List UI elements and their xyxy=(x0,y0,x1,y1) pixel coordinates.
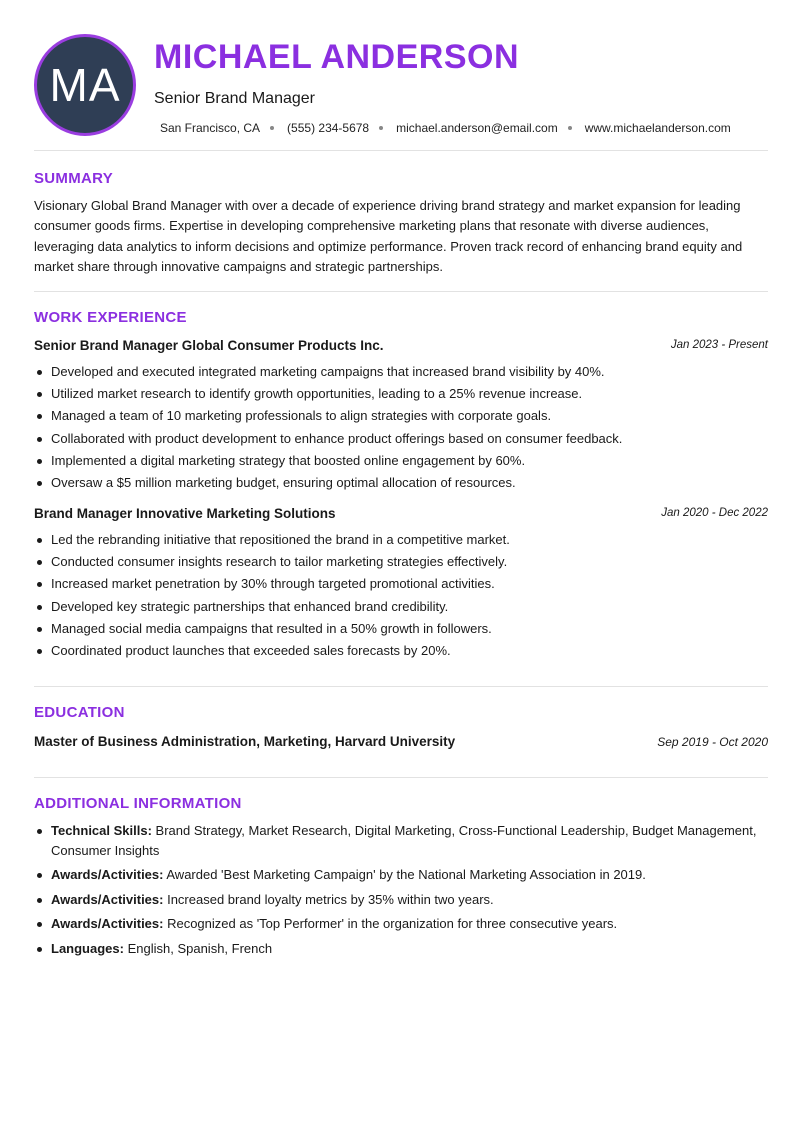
job-dates: Jan 2020 - Dec 2022 xyxy=(661,507,768,519)
list-item: Oversaw a $5 million marketing budget, ensuring optimal allocation of resources. xyxy=(34,472,768,494)
contact-website[interactable]: www.michaelanderson.com xyxy=(584,121,731,135)
separator-dot-icon xyxy=(568,126,572,130)
info-key: Technical Skills: xyxy=(51,823,152,838)
list-item xyxy=(34,890,768,910)
info-value: Increased brand loyalty metrics by 35% within two years. xyxy=(163,891,494,907)
list-item xyxy=(34,821,768,860)
avatar-initials: MA xyxy=(49,59,121,111)
additional-info-list xyxy=(34,821,768,963)
candidate-title: Senior Brand Manager xyxy=(154,90,315,107)
list-item: Collaborated with product development to enhance product offerings based on consumer feedback. xyxy=(34,428,768,450)
list-item: Developed and executed integrated marketing campaigns that increased brand visibility by 40%. xyxy=(34,361,768,383)
separator-dot-icon xyxy=(379,126,383,130)
job-header xyxy=(34,338,768,356)
section-title-summary: SUMMARY xyxy=(34,170,114,187)
section-title-additional: ADDITIONAL INFORMATION xyxy=(34,795,242,812)
contact-email[interactable]: michael.anderson@email.com xyxy=(396,121,558,135)
divider xyxy=(34,291,768,292)
list-item: Increased market penetration by 30% through targeted promotional activities. xyxy=(34,573,768,595)
job-bullets xyxy=(34,529,768,662)
list-item: Utilized market research to identify growth opportunities, leading to a 25% revenue increase. xyxy=(34,383,768,405)
list-item xyxy=(34,939,768,959)
avatar xyxy=(34,34,136,136)
job-dates: Jan 2023 - Present xyxy=(670,339,768,351)
info-key: Awards/Activities: xyxy=(51,916,164,931)
divider xyxy=(34,150,768,151)
resume-header xyxy=(34,34,768,139)
info-key: Awards/Activities: xyxy=(51,867,164,882)
education-entry xyxy=(34,734,768,752)
job-role: Senior Brand Manager Global Consumer Products Inc. xyxy=(34,338,384,353)
contact-line xyxy=(160,121,731,135)
divider xyxy=(34,777,768,778)
list-item: Implemented a digital marketing strategy that boosted online engagement by 60%. xyxy=(34,450,768,472)
info-value: Awarded 'Best Marketing Campaign' by the National Marketing Association in 2019. xyxy=(163,867,646,882)
separator-dot-icon xyxy=(270,126,274,130)
contact-location: San Francisco, CA xyxy=(160,121,261,135)
list-item: Managed social media campaigns that resulted in a 50% growth in followers. xyxy=(34,618,768,640)
list-item: Led the rebranding initiative that repositioned the brand in a competitive market. xyxy=(34,529,768,551)
education-dates: Sep 2019 - Oct 2020 xyxy=(657,735,768,749)
divider xyxy=(34,686,768,687)
list-item: Developed key strategic partnerships that enhanced brand credibility. xyxy=(34,596,768,618)
candidate-name: MICHAEL ANDERSON xyxy=(154,38,520,76)
section-title-education: EDUCATION xyxy=(34,704,125,721)
info-value: English, Spanish, French xyxy=(123,940,273,956)
section-title-experience: WORK EXPERIENCE xyxy=(34,309,187,326)
list-item xyxy=(34,865,768,885)
info-key: Languages: xyxy=(51,940,124,956)
info-value: Recognized as 'Top Performer' in the organization for three consecutive years. xyxy=(163,916,618,931)
job-role: Brand Manager Innovative Marketing Solutions xyxy=(34,506,336,521)
list-item: Managed a team of 10 marketing professionals to align strategies with corporate goals. xyxy=(34,405,768,427)
info-key: Awards/Activities: xyxy=(51,891,164,907)
list-item xyxy=(34,914,768,934)
list-item: Coordinated product launches that exceeded sales forecasts by 20%. xyxy=(34,640,768,662)
job-header xyxy=(34,506,768,524)
education-degree: Master of Business Administration, Marketing, Harvard University xyxy=(34,734,456,749)
job-bullets xyxy=(34,361,768,494)
summary-text: Visionary Global Brand Manager with over a decade of experience driving brand strategy and market expansion for leading consumer goods firms. Expertise in developing comprehensive marketing plans that resonate with diverse audiences, leveraging data analytics to inform decisions and optimize performance. Proven track record of enhancing brand equity and market share through innovative campaigns and strategic partnerships. xyxy=(34,198,743,274)
contact-phone: (555) 234-5678 xyxy=(287,121,370,135)
info-value: Brand Strategy, Market Research, Digital Marketing, Cross-Functional Leadership, Budget Management, Consumer Insights xyxy=(51,823,757,858)
list-item: Conducted consumer insights research to tailor marketing strategies effectively. xyxy=(34,551,768,573)
